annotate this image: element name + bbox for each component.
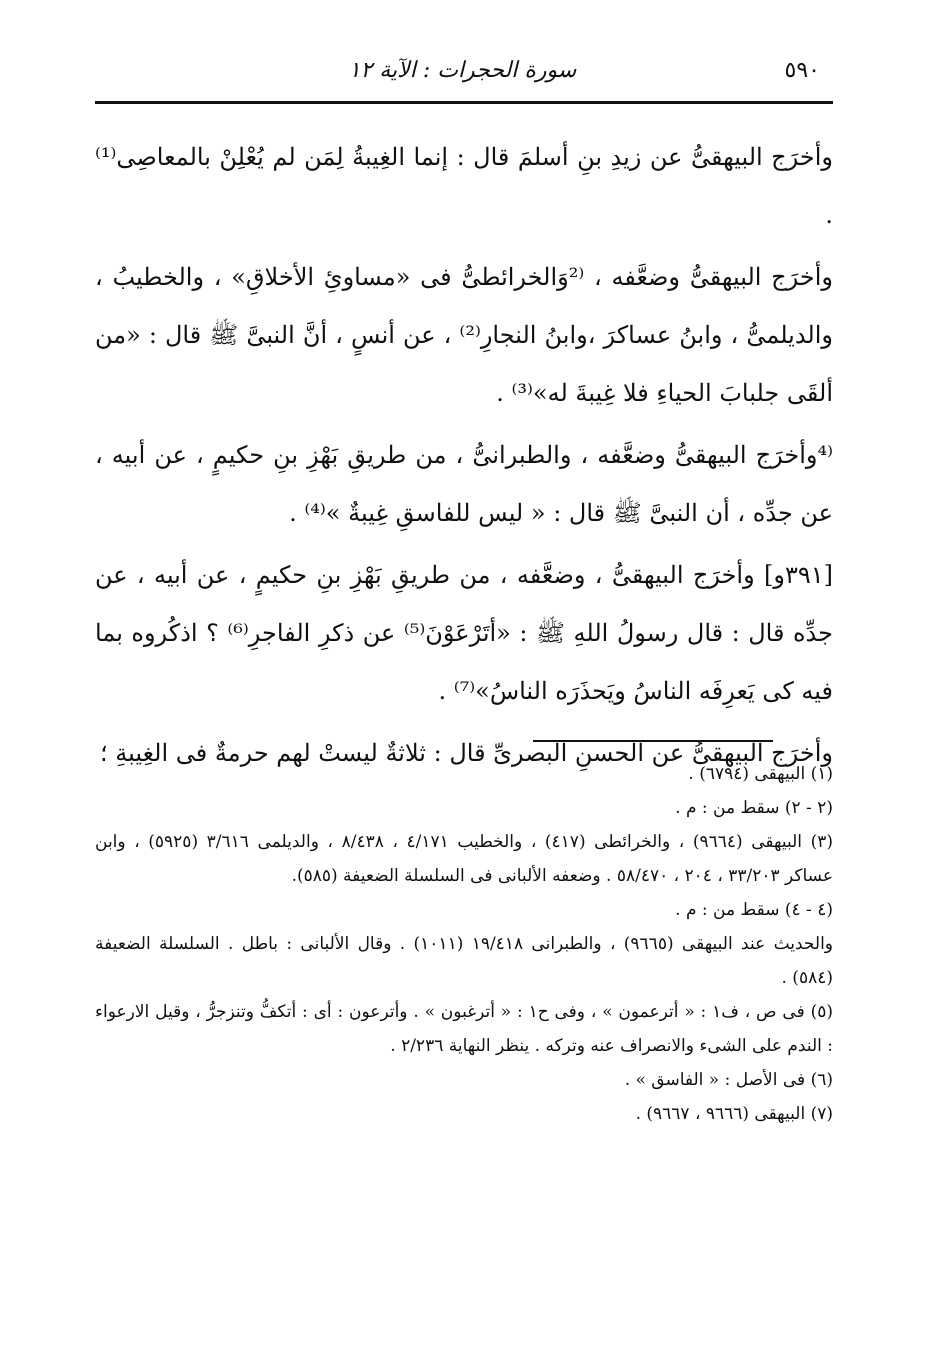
page-header — [95, 52, 830, 92]
footnote: (٣) البيهقى (٩٦٦٤) ، والخرائطى (٤١٧) ، والخطيب ٤/١٧١ ، ٨/٤٣٨ ، والديلمى ٣/٦١٦ (٥٩٢٥) ، وابن عساكر ٣٣/٢٠٣ ، ٢٠٤ ، ٥٨/٤٧٠ . وضعفه الألبانى فى السلسلة الضعيفة (٥٨٥). — [95, 832, 834, 886]
paragraph: ⁽⁴وأخرَج البيهقىُّ وضعَّفه ، والطبرانىُّ ، من طريقِ بَهْزِ بنِ حكيمٍ ، عن أبيه ، عن جدِّه ، أن النبىَّ ﷺ قال : « ليس للفاسقِ غِيبةٌ »⁽⁴⁾ . — [95, 441, 833, 527]
footnote: (٤ - ٤) سقط من : م . — [675, 900, 833, 920]
footnote: (١) البيهقى (٦٧٩٤) . — [688, 764, 833, 784]
footnote: والحديث عند البيهقى (٩٦٦٥) ، والطبرانى ١٩/٤١٨ (١٠١١) . وقال الألبانى : باطل . السلسلة الضعيفة (٥٨٤) . — [95, 934, 834, 988]
footnotes — [95, 757, 833, 1131]
paragraph: [٣٩١و] وأخرَج البيهقىُّ ، وضعَّفه ، من طريقِ بَهْزِ بنِ حكيمٍ ، عن أبيه ، عن جدِّه قال : قال رسولُ اللهِ ﷺ : «أتَرْعَوْنَ⁽⁵⁾ عن ذكرِ الفاجرِ⁽⁶⁾ ؟ اذكُروه بما فيه كى يَعرِفَه الناسُ ويَحذَرَه الناسُ»⁽⁷⁾ . — [95, 561, 833, 705]
paragraph: وأخرَج البيهقىُّ عن زيدِ بنِ أسلمَ قال : إنما الغِيبةُ لِمَن لم يُعْلِنْ بالمعاصِى⁽¹⁾ . — [95, 143, 833, 229]
header-rule — [95, 101, 833, 104]
footnote-separator — [533, 740, 773, 742]
paragraph: وأخرَج البيهقىُّ عن الحسنِ البصرىِّ قال : ثلاثةٌ ليستْ لهم حرمةٌ فى الغِيبةِ ؛ — [99, 739, 833, 767]
footnote: (٢ - ٢) سقط من : م . — [675, 798, 833, 818]
footnote: (٧) البيهقى (٩٦٦٦ ، ٩٦٦٧) . — [635, 1104, 833, 1124]
running-title: سورة الحجرات : الآية ١٢ — [348, 58, 577, 83]
paragraph: وأخرَج البيهقىُّ وضعَّفه ، ⁽²وَالخرائطىُّ فى «مساوئِ الأخلاقِ» ، والخطيبُ ، والديلمىُّ ، وابنُ عساكرَ ،وابنُ النجارِ⁽²⁾ ، عن أنسٍ ، أنَّ النبىَّ ﷺ قال : «من ألقَى جلبابَ الحياءِ فلا غِيبةَ له»⁽³⁾ . — [95, 263, 833, 407]
footnote: (٥) فى ص ، ف١ : « أترعمون » ، وفى ح١ : « أترغبون » . وأترعون : أى : أتكفُّ وتنزجرُّ ، وقيل الارعواء : الندم على الشىء والانصراف عنه وتركه . ينظر النهاية ٢/٢٣٦ . — [95, 1002, 833, 1056]
footnote: (٦) فى الأصل : « الفاسق » . — [624, 1070, 833, 1090]
main-text — [95, 128, 833, 786]
page-number: ٥٩٠ — [784, 58, 820, 83]
